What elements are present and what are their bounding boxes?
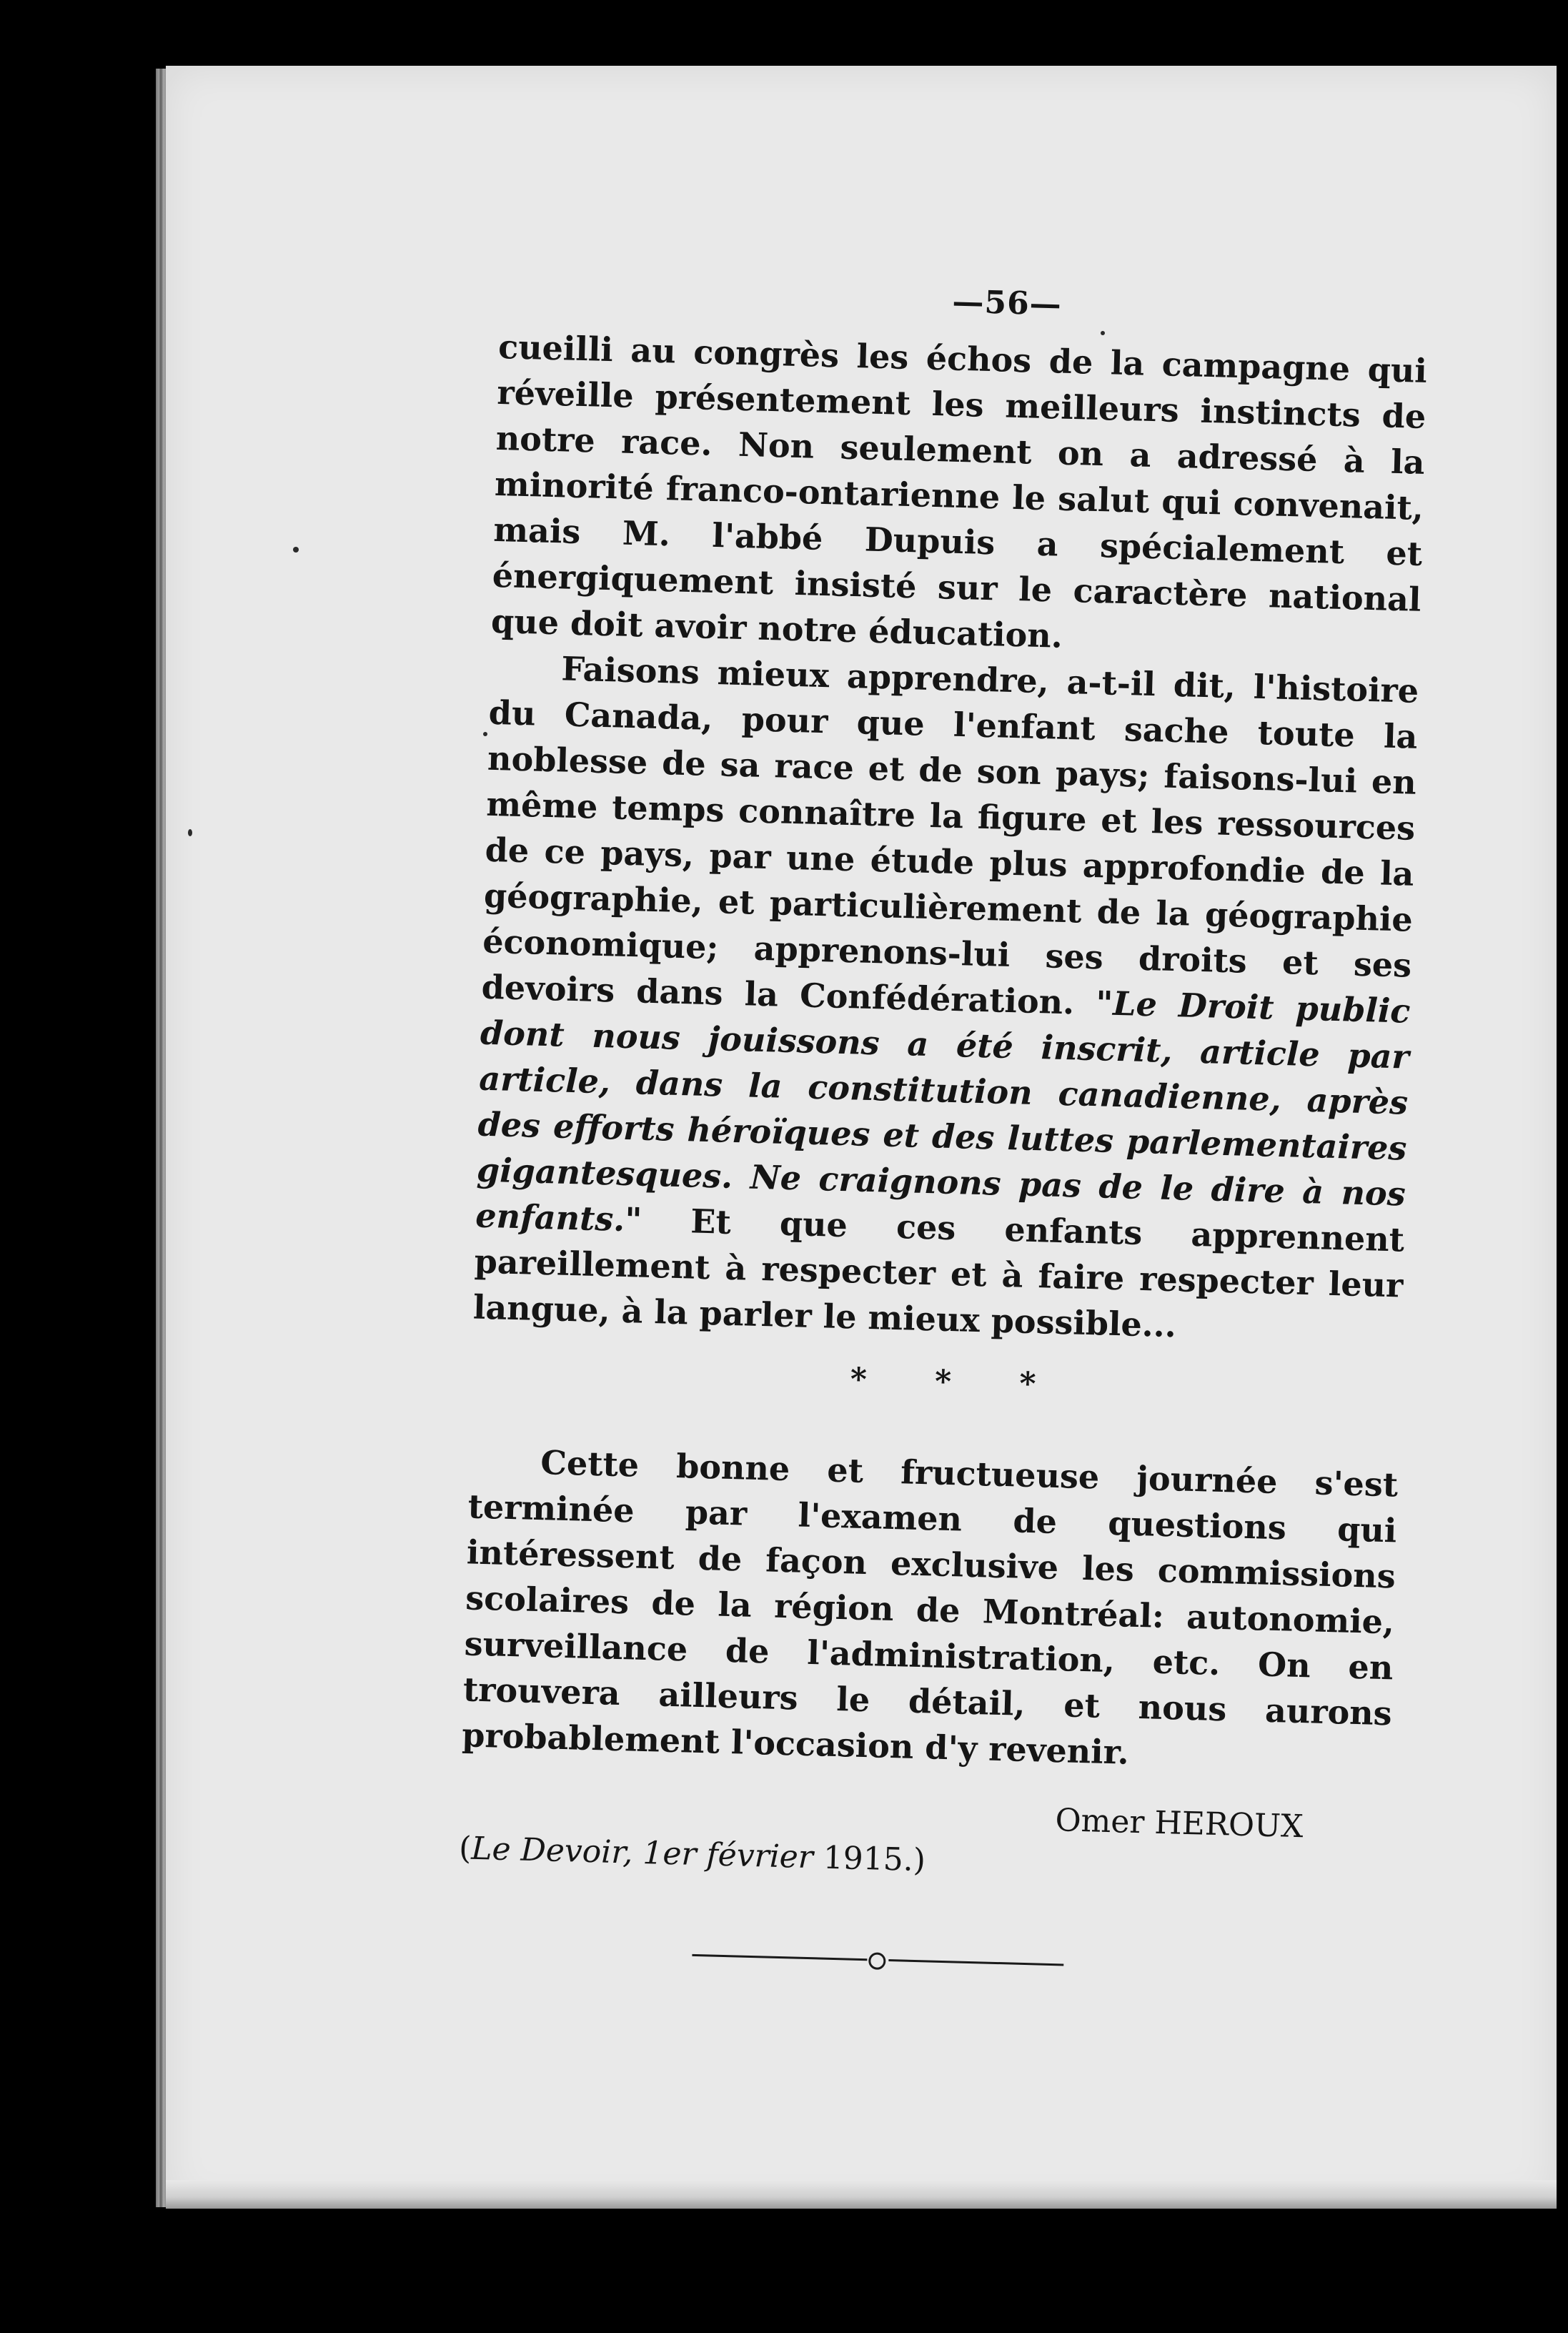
source-open-paren: (: [458, 1830, 472, 1867]
paragraph-2-outro: Et que ces enfants apprennent pareillement à respecter et à faire respecter leur langue, à la parler le mieux possible...: [472, 1200, 1405, 1345]
ornament-line-right: [888, 1959, 1063, 1966]
ornament-line-left: [692, 1954, 867, 1961]
scan-speck: [483, 732, 487, 736]
source-date: 1er février: [642, 1834, 814, 1876]
source-publication: Le Devoir,: [470, 1830, 634, 1871]
paragraph-1: cueilli au congrès les échos de la campagne qui réveille présentement les meilleurs instincts de notre race. Non seulement on a adressé à la minorité franco-ontarienne le salut qui convenait, mais M. l'abbé Dupuis a spécialement et énergiquement insisté sur le caractère national que doit avoir notre éducation.: [490, 327, 1428, 655]
paragraph-3: Cette bonne et fructueuse journée s'est terminée par l'examen de questions qui intéressent de façon exclusive les commissions scolaires de la région de Montréal: autonomie, surveillance de l'administration, etc. On en trouvera ailleurs le détail, et nous aurons probablement l'occasion d'y revenir.: [461, 1443, 1399, 1772]
page-bottom-edge: [166, 2180, 1557, 2209]
paragraph-2-intro: Faisons mieux apprendre, a-t-il dit, l'histoire du Canada, pour que l'enfant sache toute la noblesse de sa race et de son pays; faisons-lui en même temps connaître la figure et les ressources de ce pays, par une étude plus approfondie de la géographie, et particulièrement de la géographie économique; apprenons-lui ses droits et ses devoirs dans la Confédération.: [481, 649, 1419, 1023]
scan-speck: [293, 547, 299, 553]
ornament-circle-icon: [868, 1952, 886, 1970]
paragraph-2: [472, 644, 1419, 1354]
paragraph-2-quote: "Le Droit public dont nous jouissons a été inscrit, article par article, dans la constitution canadienne, après des efforts héroïques et des luttes parlementaires gigantesques. Ne craignons pas de le dire à nos enfants.": [475, 984, 1411, 1239]
scan-speck: [188, 829, 192, 836]
section-separator: * * *: [850, 1361, 1065, 1404]
source-close-paren: ): [913, 1841, 926, 1879]
source-year: 1915.: [823, 1839, 914, 1878]
author-signature: Omer HEROUX: [1054, 1802, 1304, 1846]
page-number: —56—: [951, 283, 1063, 323]
article-text-block: [456, 272, 1429, 1983]
